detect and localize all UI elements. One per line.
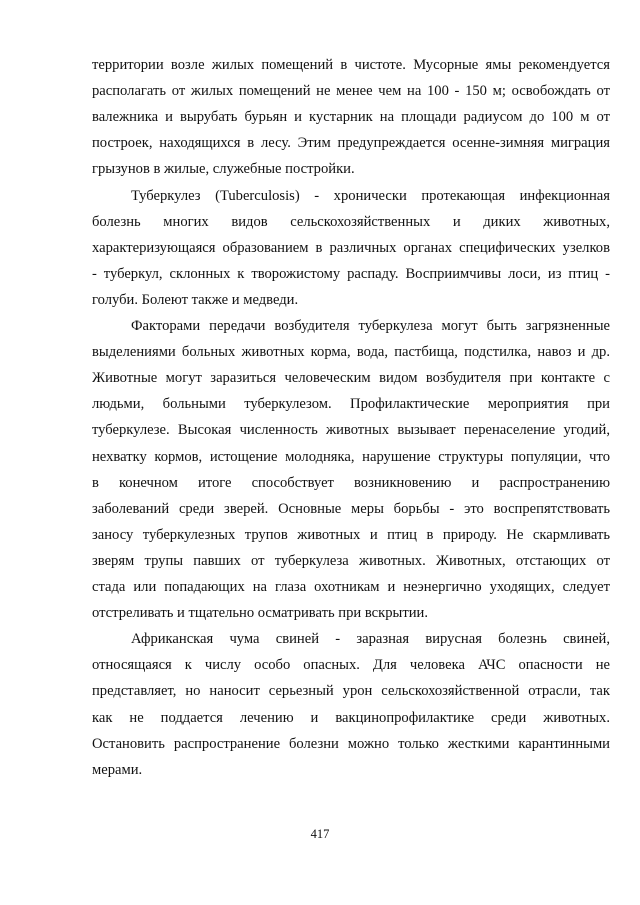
text-line: Факторами передачи возбудителя туберкулеза могут быть загрязненные xyxy=(131,318,610,334)
text-line: построек, находящихся в лесу. Этим предупреждается осенне-зимняя миграция xyxy=(92,135,610,152)
text-line: в конечном итоге способствует возникновению и распространению xyxy=(92,474,610,491)
text-line: Туберкулез (Tuberculosis) - хронически протекающая инфекционная xyxy=(131,187,610,204)
text-line: валежника и вырубать бурьян и кустарник на площади радиусом до 100 м от xyxy=(92,109,610,126)
text-line: нехватку кормов, истощение молодняка, нарушение структуры популяции, что xyxy=(92,448,610,465)
text-line: Африканская чума свиней - заразная вирусная болезнь свиней, xyxy=(131,631,610,648)
text-line: располагать от жилых помещений не менее чем на 100 - 150 м; освобождать от xyxy=(92,83,610,100)
text-line: зверям трупы павших от туберкулеза животных. Животных, отстающих от xyxy=(92,552,610,569)
text-line: болезнь многих видов сельскохозяйственных и диких животных, xyxy=(92,213,610,230)
text-line: Животные могут заразиться человеческим видом возбудителя при контакте с xyxy=(92,370,610,387)
page-number: 417 xyxy=(310,827,330,841)
text-line: грызунов в жилые, служебные постройки. xyxy=(92,161,355,178)
text-line: голуби. Болеют также и медведи. xyxy=(92,291,299,308)
text-line: людьми, больными туберкулезом. Профилактические мероприятия при xyxy=(92,396,610,413)
text-line: характеризующаяся образованием в различных органах специфических узелков xyxy=(92,239,610,256)
text-line: Остановить распространение болезни можно только жесткими карантинными xyxy=(92,735,610,752)
text-line: заносу туберкулезных трупов животных и птиц в природу. Не скармливать xyxy=(92,526,610,543)
text-line: - туберкул, склонных к творожистому распаду. Восприимчивы лоси, из птиц - xyxy=(92,265,610,282)
text-line: отстреливать и тщательно осматривать при вскрытии. xyxy=(92,605,428,622)
text-line: как не поддается лечению и вакцинопрофилактике среди животных. xyxy=(92,709,610,726)
text-line: выделениями больных животных корма, вода, пастбища, подстилка, навоз и др. xyxy=(92,344,610,361)
text-line: туберкулезе. Высокая численность животных вызывает перенаселение угодий, xyxy=(92,422,610,439)
text-line: представляет, но наносит серьезный урон сельскохозяйственной отрасли, так xyxy=(92,683,610,700)
text-line: относящаяся к числу особо опасных. Для человека АЧС опасности не xyxy=(92,657,610,674)
text-line: заболеваний среди зверей. Основные меры борьбы - это воспрепятствовать xyxy=(92,500,610,517)
text-line: стада или попадающих на глаза охотникам и неэнергично уходящих, следует xyxy=(92,579,610,595)
text-line: территории возле жилых помещений в чистоте. Мусорные ямы рекомендуется xyxy=(92,57,610,73)
text-line: мерами. xyxy=(92,761,143,778)
